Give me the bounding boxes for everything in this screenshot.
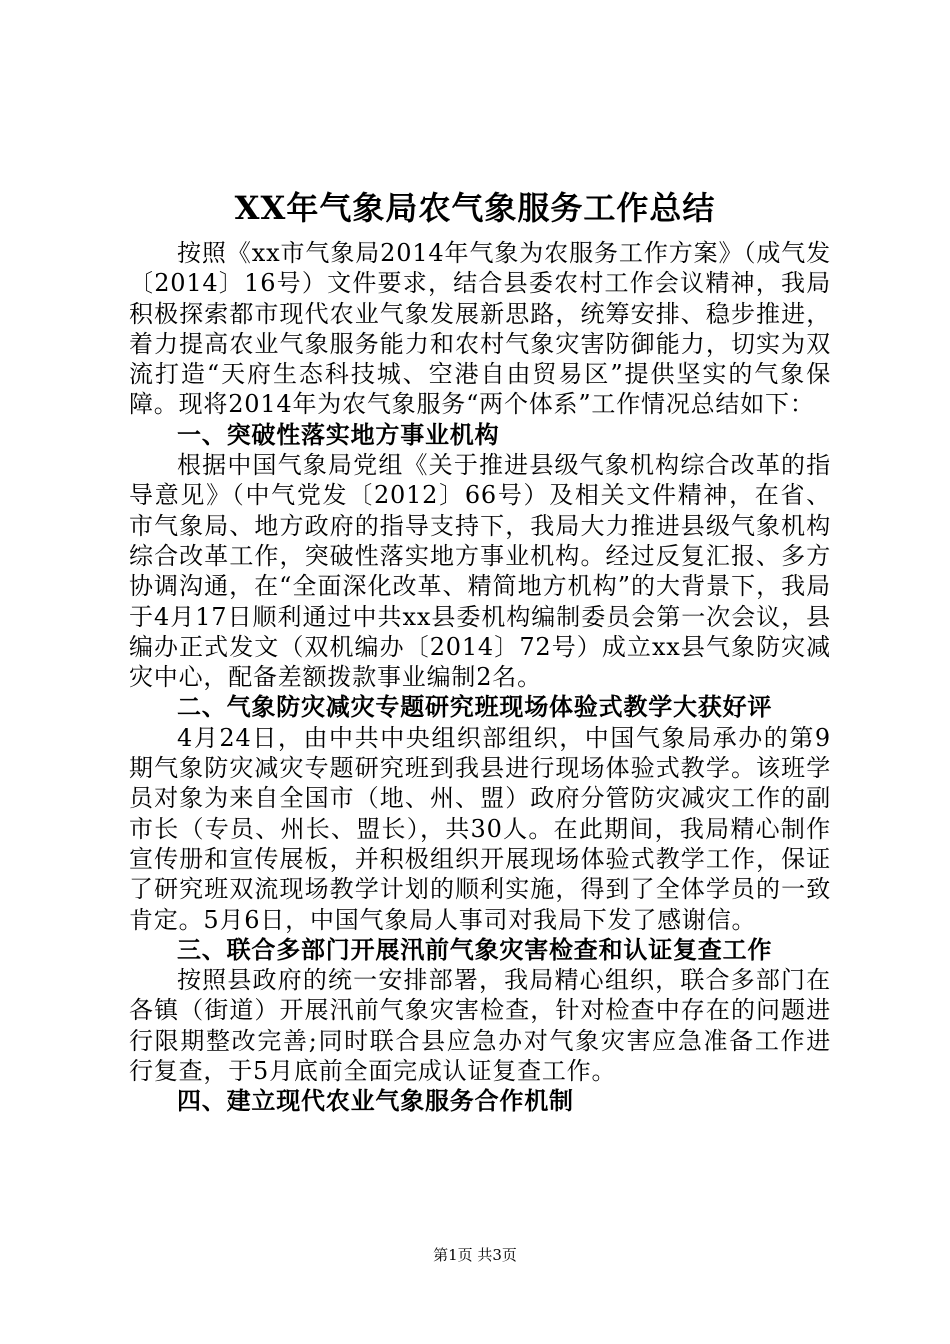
section-2-paragraph: 4月24日，由中共中央组织部组织，中国气象局承办的第9期气象防灾减灾专题研究班到我县进行现场体验式教学。该班学员对象为来自全国市（地、州、盟）政府分管防灾减灾工作的副市长（专员、州长、盟长），共30人。在此期间，我局精心制作宣传册和宣传展板，并积极组织开展现场体验式教学工作，保证了研究班双流现场教学计划的顺利实施，得到了全体学员的一致肯定。5月6日，中国气象局人事司对我局下发了感谢信。 (129, 723, 831, 934)
document-title: XX年气象局农气象服务工作总结 (234, 189, 716, 227)
section-4-heading: 四、建立现代农业气象服务合作机制 (177, 1087, 574, 1116)
section-1-heading: 一、突破性落实地方事业机构 (177, 420, 500, 449)
document-body (129, 238, 831, 1117)
intro-paragraph: 按照《xx市气象局2014年气象为农服务工作方案》（成气发〔2014〕16号）文件要求，结合县委农村工作会议精神，我局积极探索都市现代农业气象发展新思路，统筹安排、稳步推进，着力提高农业气象服务能力和农村气象灾害防御能力，切实为双流打造“天府生态科技城、空港自由贸易区”提供坚实的气象保障。现将2014年为农气象服务“两个体系”工作情况总结如下： (129, 239, 831, 419)
section-3-paragraph: 按照县政府的统一安排部署，我局精心组织，联合多部门在各镇（街道）开展汛前气象灾害检查，针对检查中存在的问题进行限期整改完善;同时联合县应急办对气象灾害应急准备工作进行复查，于5月底前全面完成认证复查工作。 (129, 966, 831, 1086)
section-1-paragraph: 根据中国气象局党组《关于推进县级气象机构综合改革的指导意见》（中气党发〔2012〕66号）及相关文件精神，在省、市气象局、地方政府的指导支持下，我局大力推进县级气象机构综合改革工作，突破性落实地方事业机构。经过反复汇报、多方协调沟通，在“全面深化改革、精简地方机构”的大背景下，我局于4月17日顺利通过中共xx县委机构编制委员会第一次会议，县编办正式发文（双机编办〔2014〕72号）成立xx县气象防灾减灾中心，配备差额拨款事业编制2名。 (129, 451, 831, 692)
page-footer: 第1页 共3页 (433, 1246, 517, 1264)
section-2-heading: 二、气象防灾减灾专题研究班现场体验式教学大获好评 (177, 693, 773, 722)
section-3-heading: 三、联合多部门开展汛前气象灾害检查和认证复查工作 (177, 935, 773, 964)
